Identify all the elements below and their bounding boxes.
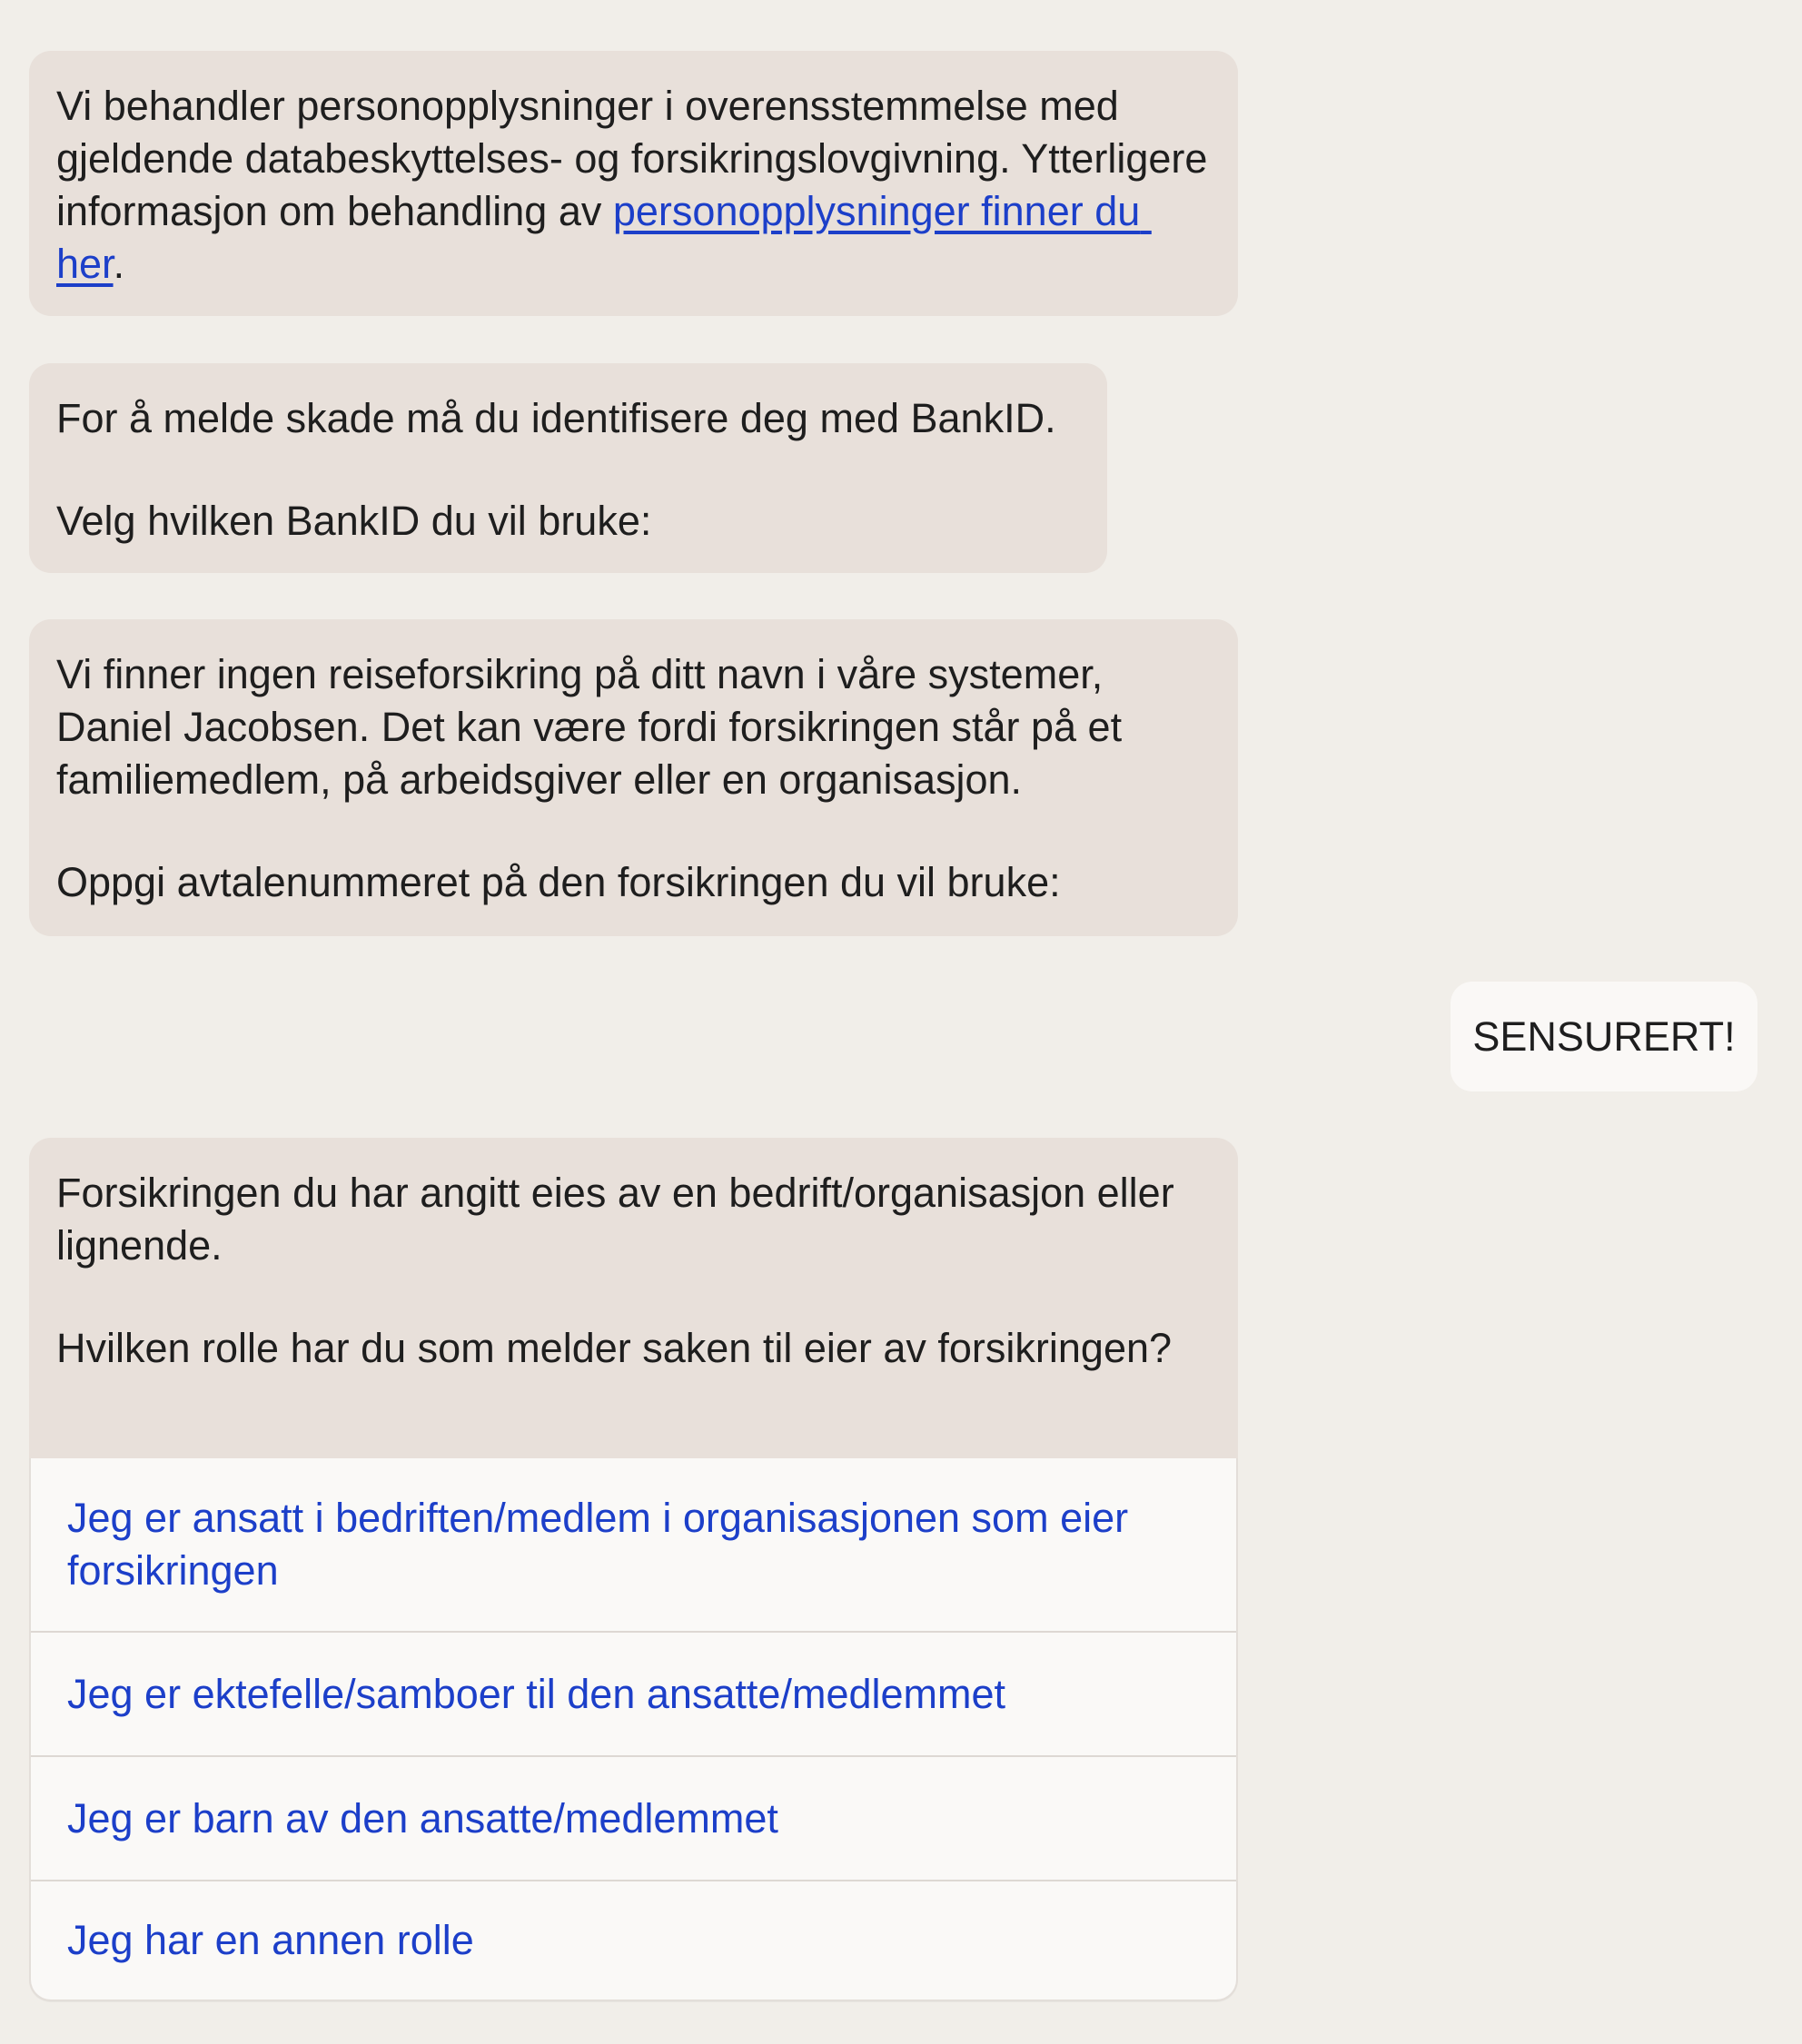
no-insurance-text: Vi finner ingen reiseforsikring på ditt navn i våre systemer, Daniel Jacobsen. Det kan være fordi forsikringen står på et familiemedlem, på arbeidsgiver eller en organisasjon.	[56, 651, 1134, 803]
role-option-spouse[interactable]: Jeg er ektefelle/samboer til den ansatte/medlemmet	[31, 1631, 1236, 1755]
bot-message-no-insurance	[29, 619, 1238, 936]
bot-message-role-question	[29, 1138, 1238, 2001]
bankid-text: For å melde skade må du identifisere deg med BankID.	[56, 395, 1056, 441]
role-option-employee[interactable]: Jeg er ansatt i bedriften/medlem i organisasjonen som eier forsikringen	[67, 1495, 1129, 1594]
role-option-child[interactable]: Jeg er barn av den ansatte/medlemmet	[31, 1755, 1236, 1880]
privacy-period: .	[113, 241, 125, 287]
role-question-text	[29, 1138, 1238, 1458]
agreement-number-prompt: Oppgi avtalenummeret på den forsikringen du vil bruke:	[56, 859, 1061, 905]
privacy-link[interactable]: personopplysninger finner du her	[56, 188, 1152, 287]
role-options-list	[29, 1458, 1238, 2001]
bot-message-bankid	[29, 363, 1107, 573]
privacy-text	[56, 80, 1219, 291]
role-question-intro: Forsikringen du har angitt eies av en bedrift/organisasjon eller lignende.	[56, 1170, 1174, 1269]
role-option-other[interactable]: Jeg har en annen rolle	[31, 1880, 1236, 2000]
role-question-prompt: Hvilken rolle har du som melder saken til eier av forsikringen?	[56, 1325, 1173, 1371]
bot-message-privacy	[29, 51, 1238, 316]
user-message: SENSURERT!	[1451, 982, 1757, 1091]
bankid-prompt: Velg hvilken BankID du vil bruke:	[56, 498, 652, 544]
privacy-body: Vi behandler personopplysninger i overensstemmelse med gjeldende databeskyttelses- og forsikringslovgivning. Ytterligere informasjon om behandling av	[56, 83, 1219, 234]
